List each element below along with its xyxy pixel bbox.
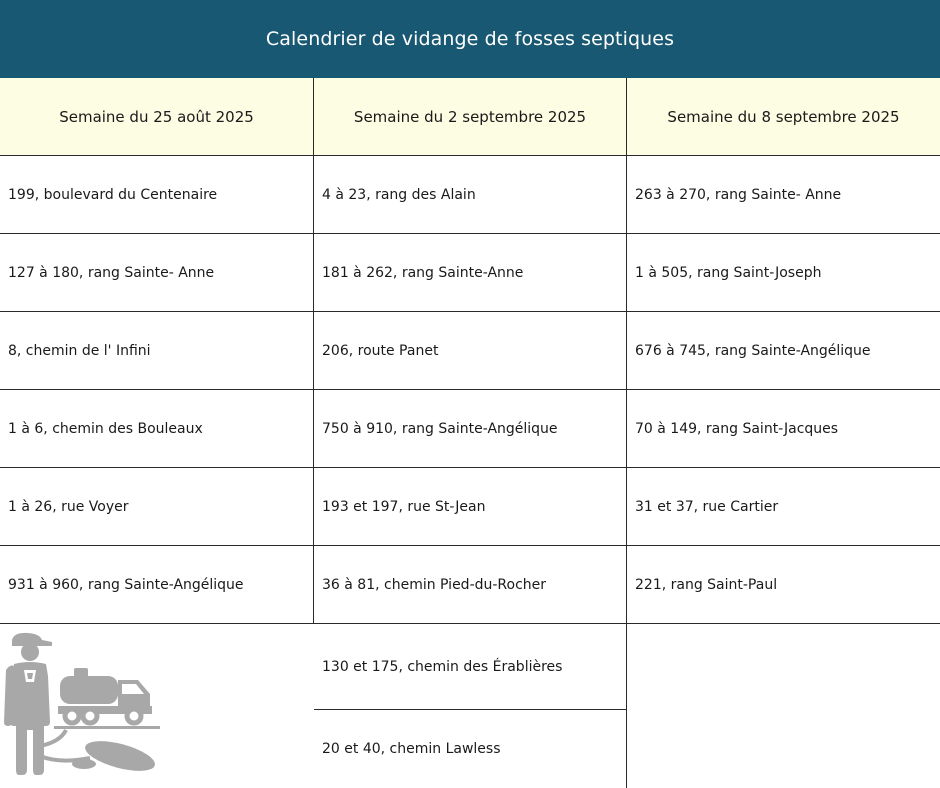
- table-cell: 676 à 745, rang Sainte-Angélique: [627, 312, 940, 390]
- table-cell: 263 à 270, rang Sainte- Anne: [627, 156, 940, 234]
- table-cell: 750 à 910, rang Sainte-Angélique: [314, 390, 627, 468]
- table-cell: 193 et 197, rue St-Jean: [314, 468, 627, 546]
- column-header-week-3: Semaine du 8 septembre 2025: [627, 78, 940, 156]
- column-header-week-2: Semaine du 2 septembre 2025: [314, 78, 627, 156]
- table-cell: 1 à 26, rue Voyer: [0, 468, 314, 546]
- table-cell: 20 et 40, chemin Lawless: [314, 710, 627, 788]
- table-cell: 8, chemin de l' Infini: [0, 312, 314, 390]
- empty-cell: [627, 624, 940, 788]
- table-cell: 199, boulevard du Centenaire: [0, 156, 314, 234]
- column-header-week-1: Semaine du 25 août 2025: [0, 78, 314, 156]
- table-cell: 130 et 175, chemin des Érablières: [314, 624, 627, 710]
- table-cell: 1 à 6, chemin des Bouleaux: [0, 390, 314, 468]
- table-cell: 70 à 149, rang Saint-Jacques: [627, 390, 940, 468]
- table-cell: 181 à 262, rang Sainte-Anne: [314, 234, 627, 312]
- table-cell: 931 à 960, rang Sainte-Angélique: [0, 546, 314, 624]
- septic-truck-worker-icon: [0, 630, 160, 780]
- table-cell: 221, rang Saint-Paul: [627, 546, 940, 624]
- table-cell: 36 à 81, chemin Pied-du-Rocher: [314, 546, 627, 624]
- table-cell: 31 et 37, rue Cartier: [627, 468, 940, 546]
- page-title: Calendrier de vidange de fosses septiques: [0, 0, 940, 78]
- table-cell: 4 à 23, rang des Alain: [314, 156, 627, 234]
- table-cell: 127 à 180, rang Sainte- Anne: [0, 234, 314, 312]
- table-cell: 1 à 505, rang Saint-Joseph: [627, 234, 940, 312]
- table-cell: 206, route Panet: [314, 312, 627, 390]
